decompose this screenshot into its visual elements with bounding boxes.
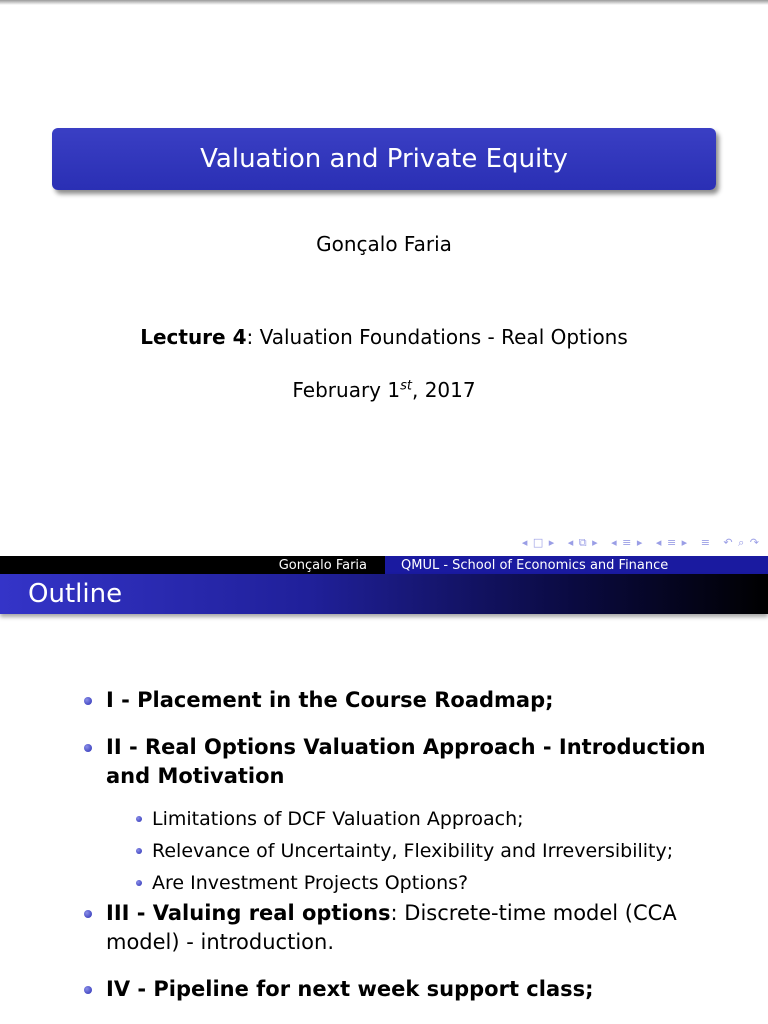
outline-subitem-3: Are Investment Projects Options? (130, 867, 732, 899)
lecture-date (0, 378, 768, 402)
outline-subitem-2: Relevance of Uncertainty, Flexibility and Irreversibility; (130, 835, 732, 867)
nav-frame-icon[interactable]: ◂ □ ▸ (521, 536, 556, 549)
date-ordinal: st (400, 378, 412, 394)
top-edge-shadow (0, 0, 768, 5)
outline-item-3-rest: : Discrete-time model (CCA model) - introduction. (106, 901, 677, 954)
outline-item-1-text: I - Placement in the Course Roadmap; (106, 688, 554, 712)
outline-item-3-bold: III - Valuing real options (106, 901, 391, 925)
slide-footer (0, 556, 768, 574)
date-suffix: , 2017 (411, 378, 476, 402)
outline-subitem-1: Limitations of DCF Valuation Approach; (130, 803, 732, 835)
lecture-topic: : Valuation Foundations - Real Options (246, 325, 628, 349)
beamer-navigation (514, 536, 760, 550)
outline-sublist (106, 803, 732, 899)
outline-item-4-text: IV - Pipeline for next week support class; (106, 977, 594, 1001)
footer-author: Gonçalo Faria (0, 556, 385, 574)
nav-section-icon[interactable]: ◂ ≡ ▸ (611, 536, 644, 549)
presentation-title: Valuation and Private Equity (200, 144, 568, 174)
outline-item-2 (82, 733, 732, 899)
frame-title: Outline (0, 574, 768, 614)
date-prefix: February 1 (292, 378, 401, 402)
outline-list (82, 686, 732, 1004)
outline-item-4 (82, 975, 732, 1004)
outline-item-3 (82, 899, 732, 957)
lecture-label: Lecture 4 (140, 325, 247, 349)
lecture-subtitle (0, 325, 768, 349)
author-name: Gonçalo Faria (316, 232, 452, 256)
nav-subsection-icon[interactable]: ◂ ⧉ ▸ (567, 536, 599, 549)
nav-toc-icon[interactable]: ≡ (700, 536, 711, 549)
nav-search-icon[interactable]: ↶ ⌕ ↷ (723, 536, 760, 549)
title-banner (52, 128, 716, 190)
outline-item-1 (82, 686, 732, 715)
outline-item-2-text: II - Real Options Valuation Approach - Introduction and Motivation (106, 735, 706, 788)
footer-institution: QMUL - School of Economics and Finance (385, 556, 768, 574)
nav-subsection-list-icon[interactable]: ◂ ≡ ▸ (655, 536, 689, 549)
